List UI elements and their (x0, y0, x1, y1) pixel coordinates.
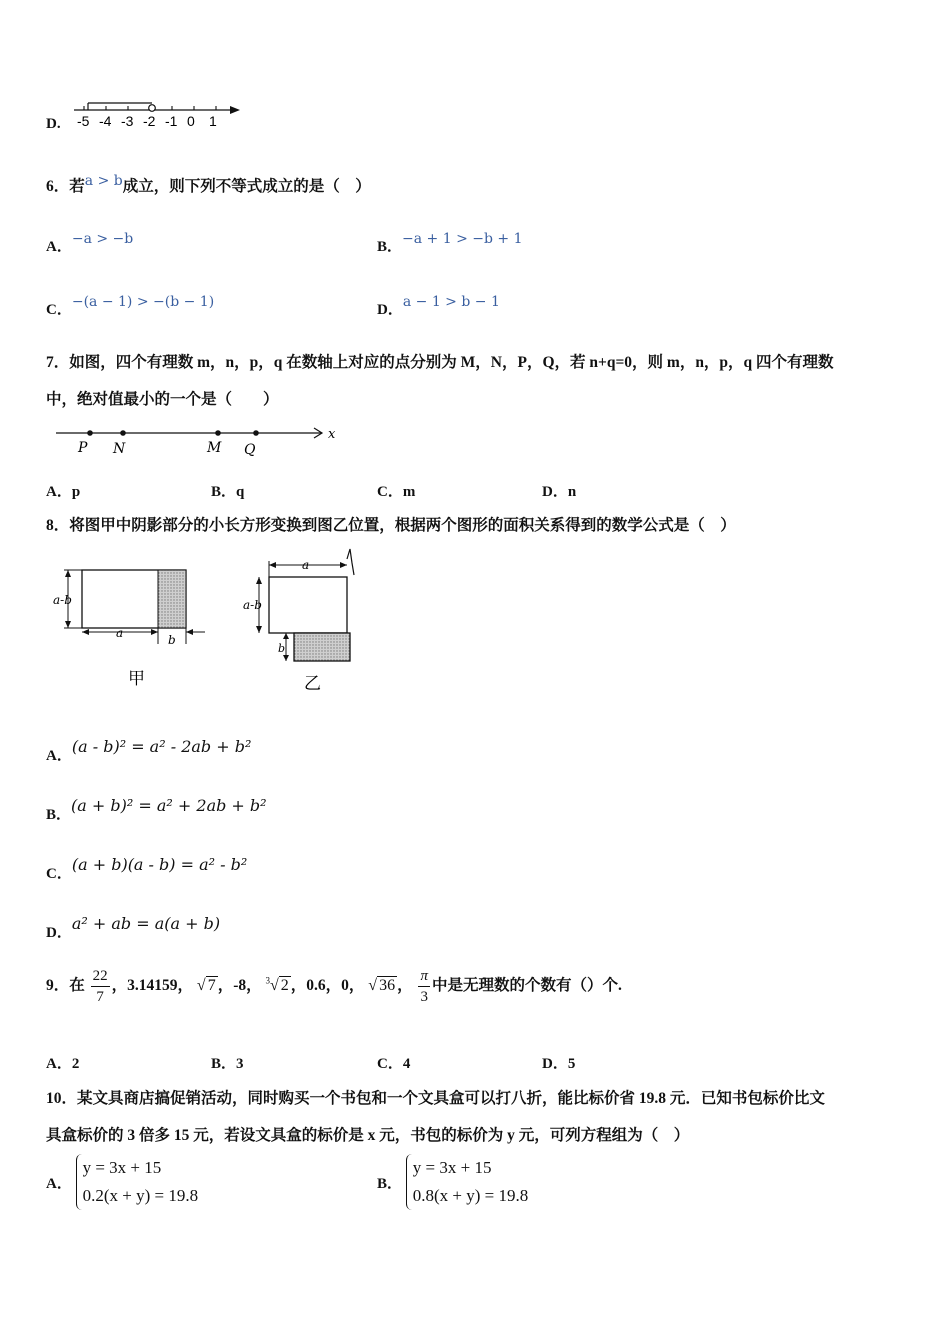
q7-point-m (215, 430, 221, 436)
q5-option-d-label: D. (46, 116, 61, 132)
q7-label-m: M (207, 440, 222, 456)
q5-tick-label: 1 (209, 113, 217, 129)
q10-option-b[interactable]: B． y = 3x + 15 0.8(x + y) = 19.8 (377, 1154, 528, 1210)
q10-stem-line2: 具盒标价的 3 倍多 15 元，若设文具盒的标价是 x 元，书包的标价为 y 元，可列方程组为（ ） (46, 1127, 690, 1144)
q8-option-b[interactable]: B．(a + b)² = a² + 2ab + b² (46, 796, 267, 823)
q8-figure-yi (240, 545, 370, 695)
q7-point-p (87, 430, 93, 436)
q8-figure-jia (50, 560, 215, 695)
q9-option-b[interactable]: B．3 (211, 1056, 244, 1072)
q7-option-d[interactable]: D．n (542, 484, 577, 500)
q7-number-line (52, 420, 342, 460)
jia-label-side: a-b (53, 593, 72, 607)
q7-axis-label: x (328, 427, 336, 442)
q6-stem: 6．若a > b成立，则下列不等式成立的是（ ） (46, 173, 371, 195)
q8-option-d[interactable]: D．a² + ab = a(a + b) (46, 914, 221, 941)
q5-number-line (70, 96, 245, 130)
q9-frac-pi-3: $\frac{\pi}{3}$ (420, 968, 428, 1005)
q5-tick-label: -1 (165, 113, 178, 129)
q5-tick-label: 0 (187, 113, 195, 129)
q5-tick-label: -5 (77, 113, 90, 129)
q9-frac-22-7: $\frac{22}{7}$ (92, 968, 108, 1005)
q8-stem: 8．将图甲中阴影部分的小长方形变换到图乙位置，根据两个图形的面积关系得到的数学公式是（ ） (46, 517, 736, 534)
q9-sqrt36: √ 36 (368, 977, 396, 995)
q7-label-n: N (113, 441, 126, 457)
q10-stem-line1: 10．某文具商店搞促销活动，同时购买一个书包和一个文具盒可以打八折，能比标价省 19.8 元．已知书包标价比文 (46, 1090, 825, 1107)
q7-point-n (120, 430, 126, 436)
jia-caption: 甲 (128, 669, 145, 689)
yi-top-rect (269, 577, 347, 633)
q6-stem-math: a > b (84, 173, 123, 189)
q5-tick-label: -2 (143, 113, 156, 129)
q6-option-b[interactable]: B．−a + 1 > −b + 1 (377, 231, 523, 255)
q9-option-a[interactable]: A．2 (46, 1056, 80, 1072)
q7-point-q (253, 430, 259, 436)
q9-option-d[interactable]: D．5 (542, 1056, 576, 1072)
q7-label-p: P (78, 440, 88, 456)
q9-cbrt2: $^3$√ 2 (265, 975, 289, 995)
jia-label-b: b (168, 633, 176, 647)
q10-option-a-system: y = 3x + 15 0.2(x + y) = 19.8 (76, 1154, 199, 1210)
q7-option-b[interactable]: B．q (211, 484, 245, 500)
q7-stem-line2: 中，绝对值最小的一个是（ ） (46, 391, 279, 408)
q5-tick-label: -3 (121, 113, 134, 129)
q6-option-c[interactable]: C．−(a − 1) > −(b − 1) (46, 294, 215, 318)
q10-option-b-system: y = 3x + 15 0.8(x + y) = 19.8 (406, 1154, 529, 1210)
q7-stem-line1: 7．如图，四个有理数 m，n，p，q 在数轴上对应的点分别为 M，N，P，Q，若 n+q=0，则 m，n，p，q 四个有理数 (46, 354, 834, 371)
q9-sqrt7: √ 7 (196, 977, 216, 995)
q8-option-c[interactable]: C．(a + b)(a - b) = a² - b² (46, 855, 248, 882)
q7-option-c[interactable]: C．m (377, 484, 416, 500)
yi-shaded-rect (294, 633, 350, 661)
q10-option-a[interactable]: A． y = 3x + 15 0.2(x + y) = 19.8 (46, 1154, 198, 1210)
q9-option-c[interactable]: C．4 (377, 1056, 411, 1072)
q6-option-d[interactable]: D．a − 1 > b − 1 (377, 294, 500, 318)
jia-shaded-rect (158, 570, 186, 628)
yi-caption: 乙 (304, 674, 321, 694)
q7-option-a[interactable]: A．p (46, 484, 81, 500)
q5-open-circle (149, 105, 156, 112)
yi-label-a: a (302, 558, 310, 572)
q9-stem: 9．在 $\frac{22}{7}$ ，3.14159， √ 7 ，-8， $^3$√ 2 ，0.6，0， √ 36 ， $\frac{\pi}{3}$ 中是无理数的个数有（）个. (46, 968, 622, 1005)
q5-tick-label: -4 (99, 113, 112, 129)
yi-label-side: a-b (243, 598, 262, 612)
jia-label-a: a (116, 626, 124, 640)
q7-label-q: Q (244, 442, 256, 458)
q8-option-a[interactable]: A．(a - b)² = a² - 2ab + b² (46, 737, 252, 764)
q6-option-a[interactable]: A．−a > −b (46, 231, 134, 255)
yi-label-b: b (278, 642, 286, 655)
